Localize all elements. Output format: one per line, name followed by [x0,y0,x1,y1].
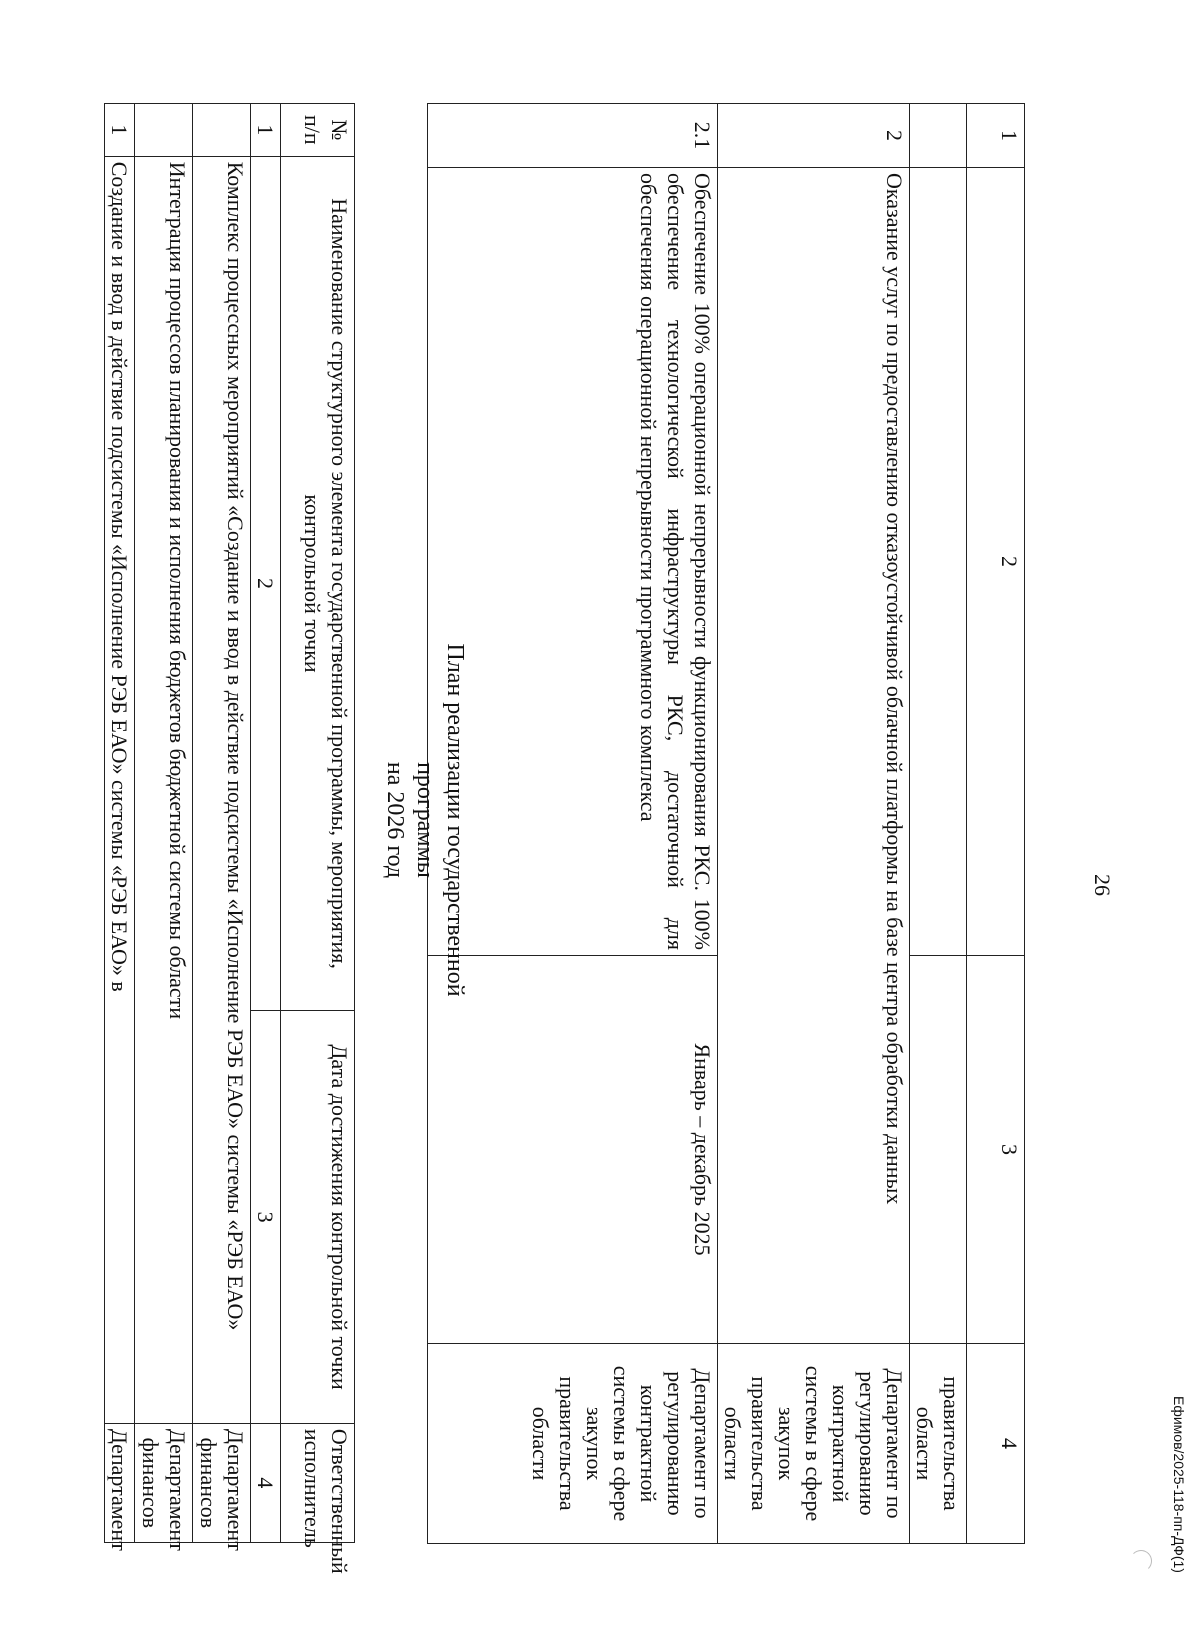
table-row [428,104,718,1544]
footer-reference: Ефимов/2025-118-пп-ДФ(1) [1171,1396,1187,1573]
row-description: Оказание услуг по предоставлению отказоустойчивой облачной платформы на базе центра обработки данных [718,168,910,1344]
row-description: Интеграция процессов планирования и исполнения бюджетов бюджетной системы области [135,156,193,1423]
table-row [718,104,910,1544]
upper-table [427,103,1025,1544]
lower-table-container [75,103,355,1574]
cell [135,104,193,157]
row-executor: Департамент по регулированию контрактной системы в сфере закупок правительства области [718,1344,910,1544]
plan-year: на 2026 год [382,761,408,879]
cell: 2 [967,168,1025,956]
cell: 3 [251,1011,281,1423]
lower-table [104,103,355,1574]
row-executor: Департамент по регулированию контрактной системы в сфере закупок правительства области [428,1344,718,1544]
plan-title: План реализации государственной программы [412,643,468,997]
row-executor: Департамент финансов [193,1423,251,1542]
row-number: 2 [718,104,910,168]
lower-table-column-numbers [251,104,281,1543]
cell: 3 [967,956,1025,1344]
row-number: 2.1 [428,104,718,168]
table-row [135,104,193,1543]
row-description: Обеспечение 100% операционной непрерывности функционирования РКС. 100% обеспечение технологической инфраструктуры РКС, достаточной для обеспечения операционной непрерывности программного комплекса [428,168,718,956]
cell [910,956,967,1344]
header-cell: Дата достижения контрольной точки [281,1011,355,1423]
header-cell: Ответственный исполнитель [281,1423,355,1542]
upper-table-column-numbers [967,104,1025,1544]
cell: 2 [251,156,281,1011]
table-row [193,104,251,1543]
row-executor: Департамент финансов [135,1423,193,1542]
cell: 1 [967,104,1025,168]
header-cell: № п/п [281,104,355,157]
row-number: 1 [105,104,135,157]
cell [910,104,967,168]
cell: 4 [251,1423,281,1542]
row-description: Создание и ввод в действие подсистемы «Исполнение РЭБ ЕАО» системы «РЭБ ЕАО» в [105,156,135,1423]
cell [910,168,967,956]
cell: 1 [251,104,281,157]
table-row [105,104,135,1543]
row-description: Комплекс процессных мероприятий «Создание и ввод в действие подсистемы «Исполнение РЭБ ЕАО» системы «РЭБ ЕАО» [193,156,251,1423]
table-row [910,104,967,1544]
scan-mark [1130,1550,1152,1572]
upper-table-container [483,103,1025,1543]
row-date: Январь – декабрь 2025 [428,956,718,1344]
cell [193,104,251,157]
row-executor: Департамент [105,1423,135,1542]
plan-heading [370,600,470,1040]
lower-table-header [281,104,355,1543]
page-number: 26 [1090,874,1115,896]
cell: правительства области [910,1344,967,1544]
header-cell: Наименование структурного элемента государственной программы, мероприятия, контрольной точки [281,156,355,1011]
cell: 4 [967,1344,1025,1544]
